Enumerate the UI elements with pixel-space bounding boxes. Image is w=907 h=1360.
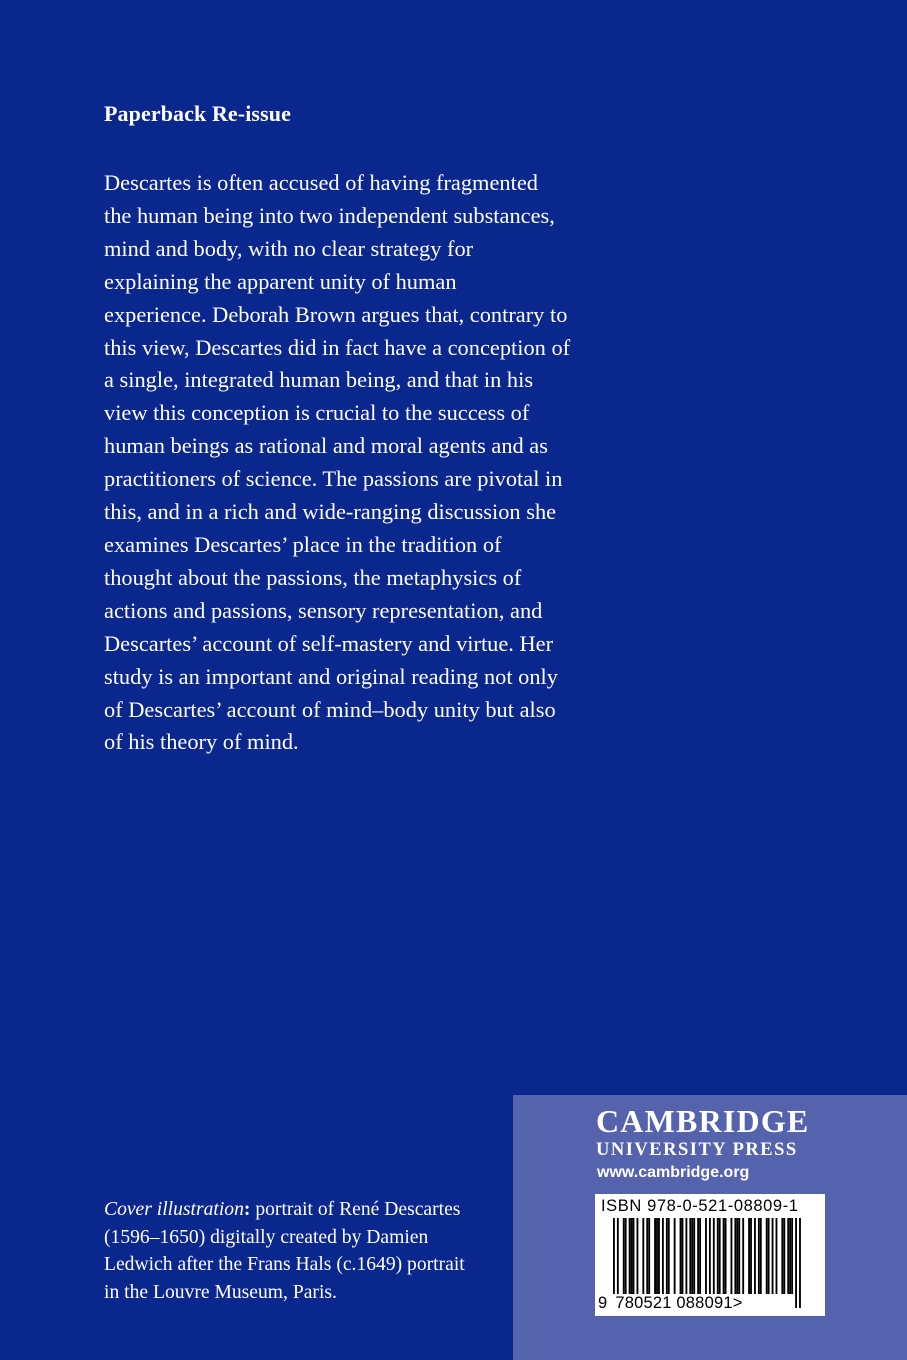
description-line: study is an important and original reading not only — [104, 663, 558, 689]
description-line: the human being into two independent substances, — [104, 202, 555, 228]
barcode-bar — [731, 1218, 733, 1294]
description-line: this view, Descartes did in fact have a conception of — [104, 334, 571, 360]
barcode-bar — [689, 1218, 691, 1294]
barcode-bar — [685, 1218, 687, 1294]
barcode-bar — [631, 1218, 633, 1294]
barcode-bar — [789, 1218, 791, 1294]
description-line: a single, integrated human being, and that in his — [104, 367, 534, 393]
credit-line-1: portrait of René Descartes — [250, 1199, 461, 1220]
publisher-panel — [513, 1095, 907, 1360]
barcode-bar — [646, 1218, 648, 1294]
barcode-bar — [725, 1218, 727, 1294]
barcode-bar — [783, 1218, 785, 1294]
barcode-bar — [768, 1218, 770, 1294]
barcode-bar — [674, 1218, 676, 1294]
barcode-bar — [682, 1218, 684, 1294]
barcode-bar — [633, 1218, 635, 1294]
credit-line-3: Ledwich after the Frans Hals (c.1649) portrait — [104, 1254, 465, 1275]
barcode-bar — [719, 1218, 721, 1294]
book-description — [104, 167, 624, 759]
barcode-bar — [656, 1218, 658, 1294]
barcode-bar — [795, 1218, 797, 1308]
description-line: of Descartes’ account of mind–body unity but also — [104, 696, 556, 722]
isbn-barcode — [595, 1194, 825, 1316]
barcode-bar — [654, 1218, 656, 1294]
description-line: view this conception is crucial to the success of — [104, 400, 530, 426]
barcode-bar — [738, 1218, 740, 1294]
description-line: practitioners of science. The passions are pivotal in — [104, 466, 563, 492]
barcode-bar — [742, 1218, 744, 1294]
description-line: actions and passions, sensory representation, and — [104, 597, 543, 623]
barcode-bar — [625, 1218, 627, 1294]
barcode-bar — [760, 1218, 762, 1294]
barcode-bar — [668, 1218, 670, 1294]
barcode-bar — [629, 1218, 631, 1294]
barcode-bar — [691, 1218, 693, 1294]
description-line: explaining the apparent unity of human — [104, 268, 457, 294]
cover-illustration-credit — [104, 1196, 514, 1306]
isbn-label: ISBN 978-0-521-08809-1 — [601, 1197, 799, 1215]
barcode-bar — [693, 1218, 695, 1294]
description-line: this, and in a rich and wide-ranging discussion she — [104, 499, 557, 525]
barcode-first-digit: 9 — [598, 1294, 608, 1312]
barcode-bar — [637, 1218, 639, 1294]
barcode-bar — [680, 1218, 682, 1294]
barcode-bar — [662, 1218, 664, 1294]
barcode-bar — [791, 1218, 793, 1294]
description-line: examines Descartes’ place in the tradition of — [104, 531, 502, 557]
barcode-bar — [658, 1218, 660, 1294]
barcode-bar — [799, 1218, 801, 1308]
barcode-bar — [648, 1218, 650, 1294]
barcode-bar — [781, 1218, 783, 1294]
barcode-bar — [776, 1218, 778, 1294]
credit-heading: Cover illustration — [104, 1199, 244, 1220]
barcode-bar — [750, 1218, 752, 1294]
barcode-bar — [766, 1218, 768, 1294]
publisher-logo-subtitle: UNIVERSITY PRESS — [596, 1140, 798, 1160]
barcode-bar — [623, 1218, 625, 1294]
barcode-bar — [642, 1218, 644, 1294]
publisher-url: www.cambridge.org — [597, 1164, 750, 1181]
barcode-bar — [758, 1218, 760, 1294]
barcode-number: 780521 088091 — [615, 1294, 733, 1312]
description-line: thought about the passions, the metaphysics of — [104, 564, 522, 590]
description-line: mind and body, with no clear strategy for — [104, 235, 474, 261]
credit-line-2: (1596–1650) digitally created by Damien — [104, 1226, 429, 1248]
barcode-bar — [772, 1218, 774, 1294]
barcode-digits — [595, 1294, 743, 1313]
barcode-bar — [697, 1218, 699, 1294]
barcode-bar — [666, 1218, 668, 1294]
credit-line-4: in the Louvre Museum, Paris. — [104, 1281, 337, 1303]
description-line: human beings as rational and moral agents and as — [104, 433, 548, 459]
barcode-bar — [699, 1218, 701, 1294]
barcode-bar — [717, 1218, 719, 1294]
barcode-bar — [713, 1218, 715, 1294]
reissue-label: Paperback Re-issue — [104, 101, 291, 126]
credit-line — [104, 1196, 514, 1224]
credit-colon: : — [243, 1199, 251, 1220]
barcode-bar — [754, 1218, 756, 1294]
description-line: of his theory of mind. — [104, 729, 299, 755]
publisher-logo-name: CAMBRIDGE — [596, 1103, 810, 1139]
barcode-bar — [736, 1218, 738, 1294]
description-line: Descartes’ account of self-mastery and virtue. Her — [104, 630, 554, 656]
barcode-bar — [723, 1218, 725, 1294]
barcode-bar — [787, 1218, 789, 1294]
barcode-bar — [748, 1218, 750, 1294]
barcode-end-mark: > — [732, 1294, 743, 1312]
description-line: Descartes is often accused of having fragmented — [104, 170, 538, 195]
barcode-bar — [734, 1218, 736, 1294]
description-line: experience. Deborah Brown argues that, contrary to — [104, 301, 568, 327]
